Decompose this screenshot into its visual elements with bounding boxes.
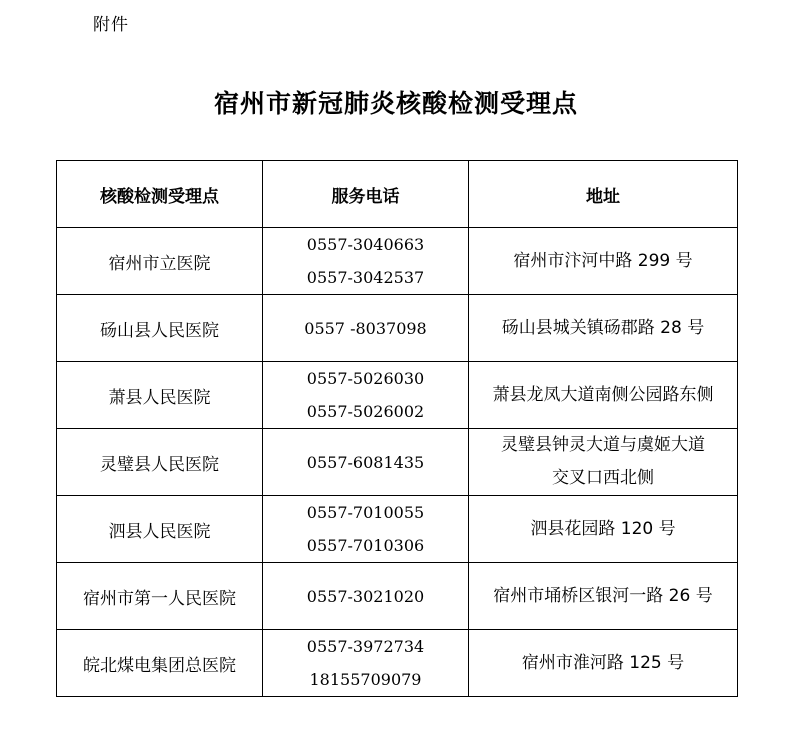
phone-number: 18155709079 [309, 670, 422, 689]
address-line: 砀山县城关镇砀郡路 28 号 [501, 317, 705, 338]
address-cell [469, 496, 738, 563]
site-name: 泗县人民医院 [108, 521, 211, 542]
phone-cell [263, 295, 469, 362]
site-name-cell [57, 496, 263, 563]
document-title: 宿州市新冠肺炎核酸检测受理点 [213, 89, 578, 118]
site-name: 宿州市第一人民医院 [83, 588, 236, 609]
testing-sites-table [56, 160, 738, 697]
table-row [57, 630, 738, 697]
phone-number: 0557-3040663 [306, 235, 425, 254]
address-cell [469, 563, 738, 630]
site-name: 砀山县人民医院 [100, 320, 219, 341]
attachment-label: 附件 [93, 15, 129, 35]
address-cell [469, 429, 738, 496]
table-row [57, 429, 738, 496]
table-row [57, 228, 738, 295]
address-line: 灵璧县钟灵大道与虞姬大道 [501, 435, 705, 455]
header-address: 地址 [469, 161, 738, 228]
phone-number: 0557-6081435 [306, 452, 425, 472]
address-cell [469, 362, 738, 429]
phone-number: 0557-7010306 [306, 536, 425, 555]
phone-cell [263, 630, 469, 697]
site-name-cell [57, 563, 263, 630]
phone-number: 0557 -8037098 [304, 318, 427, 338]
header-phone: 服务电话 [263, 161, 469, 228]
phone-cell [263, 228, 469, 295]
site-name: 萧县人民医院 [108, 387, 211, 408]
address-line: 宿州市淮河路 125 号 [521, 652, 685, 673]
site-name-cell [57, 429, 263, 496]
address-line: 宿州市埇桥区银河一路 26 号 [493, 585, 713, 606]
table-header-row [57, 161, 738, 228]
address-line: 宿州市汴河中路 299 号 [513, 250, 693, 271]
table-row [57, 295, 738, 362]
header-site-name: 核酸检测受理点 [57, 161, 263, 228]
phone-number: 0557-5026030 [306, 369, 425, 388]
address-line: 萧县龙凤大道南侧公园路东侧 [492, 384, 714, 405]
site-name: 宿州市立医院 [108, 253, 211, 274]
phone-number: 0557-7010055 [306, 503, 425, 522]
table-row [57, 496, 738, 563]
site-name-cell [57, 630, 263, 697]
table-row [57, 362, 738, 429]
site-name-cell [57, 362, 263, 429]
phone-cell [263, 429, 469, 496]
address-line: 泗县花园路 120 号 [530, 518, 676, 539]
site-name-cell [57, 228, 263, 295]
site-name: 灵璧县人民医院 [100, 454, 219, 475]
phone-cell [263, 362, 469, 429]
phone-number: 0557-5026002 [306, 402, 425, 421]
site-name-cell [57, 295, 263, 362]
site-name: 皖北煤电集团总医院 [83, 655, 236, 676]
phone-number: 0557-3021020 [306, 586, 425, 606]
table-row [57, 563, 738, 630]
address-cell [469, 630, 738, 697]
address-cell [469, 228, 738, 295]
phone-cell [263, 496, 469, 563]
address-cell [469, 295, 738, 362]
phone-number: 0557-3972734 [306, 637, 425, 656]
phone-number: 0557-3042537 [306, 268, 425, 287]
address-line: 交叉口西北侧 [552, 468, 654, 488]
phone-cell [263, 563, 469, 630]
